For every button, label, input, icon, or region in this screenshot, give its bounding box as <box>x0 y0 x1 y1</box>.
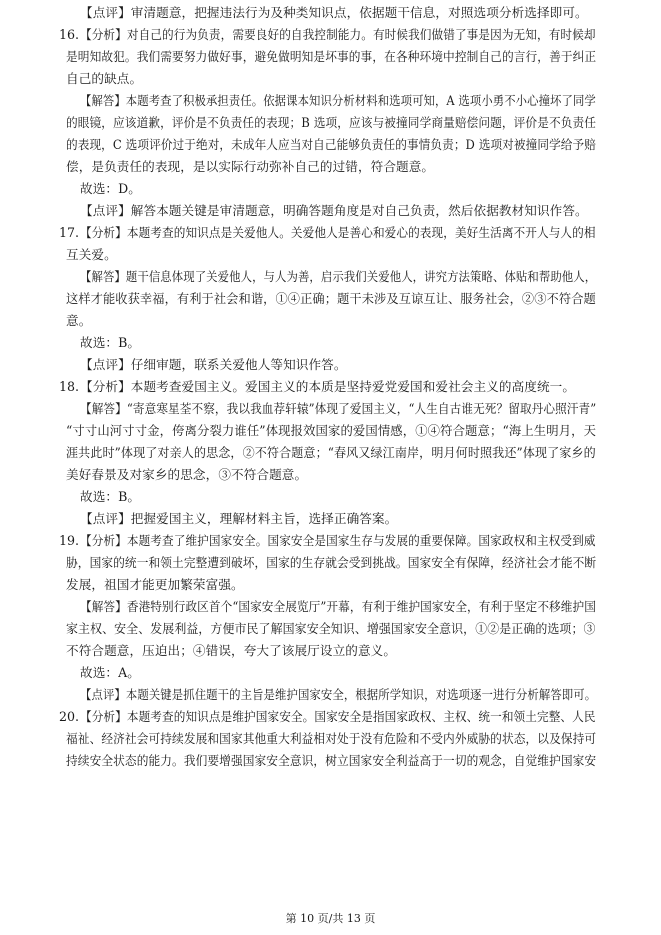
question-number: 19. <box>59 533 80 548</box>
text-line: 的表现，C 选项评价过于绝对，未成年人应当对自己能够负责任的事情负责；D 选项对被撞同学给予赔 <box>66 137 596 152</box>
text-line: 【解答】题干信息体现了关爱他人，与人为善，启示我们关爱他人，讲究方法策略、体贴和帮助他人， <box>80 269 597 284</box>
text-line: 故选：A。 <box>80 665 140 680</box>
text-line: 【分析】本题考查爱国主义。爱国主义的本质是坚持爱党爱国和爱社会主义的高度统一。 <box>80 379 576 394</box>
text-line: 故选：B。 <box>80 489 141 504</box>
text-line: 【点评】本题关键是抓住题干的主旨是维护国家安全，根据所学知识，对选项逐一进行分析解答即可。 <box>80 687 597 702</box>
text-line: 胁，国家的统一和领土完整遭到破坏，国家的生存就会受到挑战。国家安全有保障，经济社会才能不断 <box>66 555 597 570</box>
text-line: 【点评】解答本题关键是审清题意，明确答题角度是对自己负责，然后依据教材知识作答。 <box>80 203 588 218</box>
text-line: 家主权、安全、发展利益，方便市民了解国家安全知识、增强国家安全意识，①②是正确的选项；③ <box>66 621 596 636</box>
text-line: 意。 <box>66 313 92 328</box>
question-number: 16. <box>59 27 80 42</box>
text-line: 是明知故犯。我们需要努力做好事，避免做明知是坏事的事，在各种环境中控制自己的言行，善于纠正 <box>66 49 597 64</box>
text-line: 美好春景及对家乡的思念，③不符合题意。 <box>66 467 308 482</box>
text-line: 【解答】香港特别行政区首个“国家安全展览厅”开幕，有利于维护国家安全，有利于坚定不移维护国 <box>80 599 596 614</box>
text-line: 自己的缺点。 <box>66 71 143 86</box>
text-line: 【分析】对自己的行为负责，需要良好的自我控制能力。有时候我们做错了事是因为无知，有时候却 <box>80 27 596 42</box>
text-line: 【点评】仔细审题，联系关爱他人等知识作答。 <box>80 357 347 372</box>
text-line: “寸寸山河寸寸金，侉离分裂力谁任”体现报效国家的爱国情感，①④符合题意；“海上生明月，天 <box>66 423 597 438</box>
question-number: 17. <box>59 225 80 240</box>
text-line: 故选：D。 <box>80 181 141 196</box>
text-line: 发展，祖国才能更加繁荣富强。 <box>66 577 244 592</box>
text-line: 【分析】本题考查了维护国家安全。国家安全是国家生存与发展的重要保障。国家政权和主权受到威 <box>80 533 596 548</box>
text-line: 故选：B。 <box>80 335 141 350</box>
text-line: 【分析】本题考查的知识点是关爱他人。关爱他人是善心和爱心的表现，美好生活离不开人与人的相 <box>80 225 596 240</box>
page-footer: 第 10 页/共 13 页 <box>285 912 376 925</box>
question-number: 20. <box>59 709 80 724</box>
text-line: 的眼镜，应该道歉，评价是不负责任的表现；B 选项，应该与被撞同学商量赔偿问题，评价是不负责任 <box>66 115 597 130</box>
text-line: 不符合题意，压迫出；④错误，夸大了该展厅设立的意义。 <box>66 643 397 658</box>
question-number: 18. <box>59 379 80 394</box>
text-line: 福祉、经济社会可持续发展和国家其他重大利益相对处于没有危险和不受内外威胁的状态，以及保持可 <box>66 731 597 746</box>
text-line: 互关爱。 <box>66 247 117 262</box>
text-line: 偿，是负责任的表现，是以实际行动弥补自己的过错，符合题意。 <box>66 159 435 174</box>
text-line: 【分析】本题考查的知识点是维护国家安全。国家安全是指国家政权、主权、统一和领土完整、人民 <box>80 709 596 724</box>
text-line: 【解答】本题考查了积极承担责任。依据课本知识分析材料和选项可知，A 选项小勇不小心撞坏了同学 <box>80 93 596 108</box>
text-line: 【点评】审清题意，把握违法行为及种类知识点，依据题干信息，对照选项分析选择即可。 <box>80 5 588 20</box>
text-line: 涯共此时”体现了对亲人的思念，②不符合题意；“春风又绿江南岸，明月何时照我还”体现了家乡的 <box>66 445 596 460</box>
text-line: 【解答】“寄意寒星荃不察，我以我血荐轩辕”体现了爱国主义，“人生自古谁无死？留取丹心照汗青” <box>80 401 597 416</box>
text-line: 【点评】把握爱国主义，理解材料主旨，选择正确答案。 <box>80 511 398 526</box>
text-line: 持续安全状态的能力。我们要增强国家安全意识，树立国家安全利益高于一切的观念，自觉维护国家安 <box>66 753 597 768</box>
text-line: 这样才能收获幸福，有利于社会和谐，①④正确；题干未涉及互谅互让、服务社会，②③不符合题 <box>66 291 596 306</box>
